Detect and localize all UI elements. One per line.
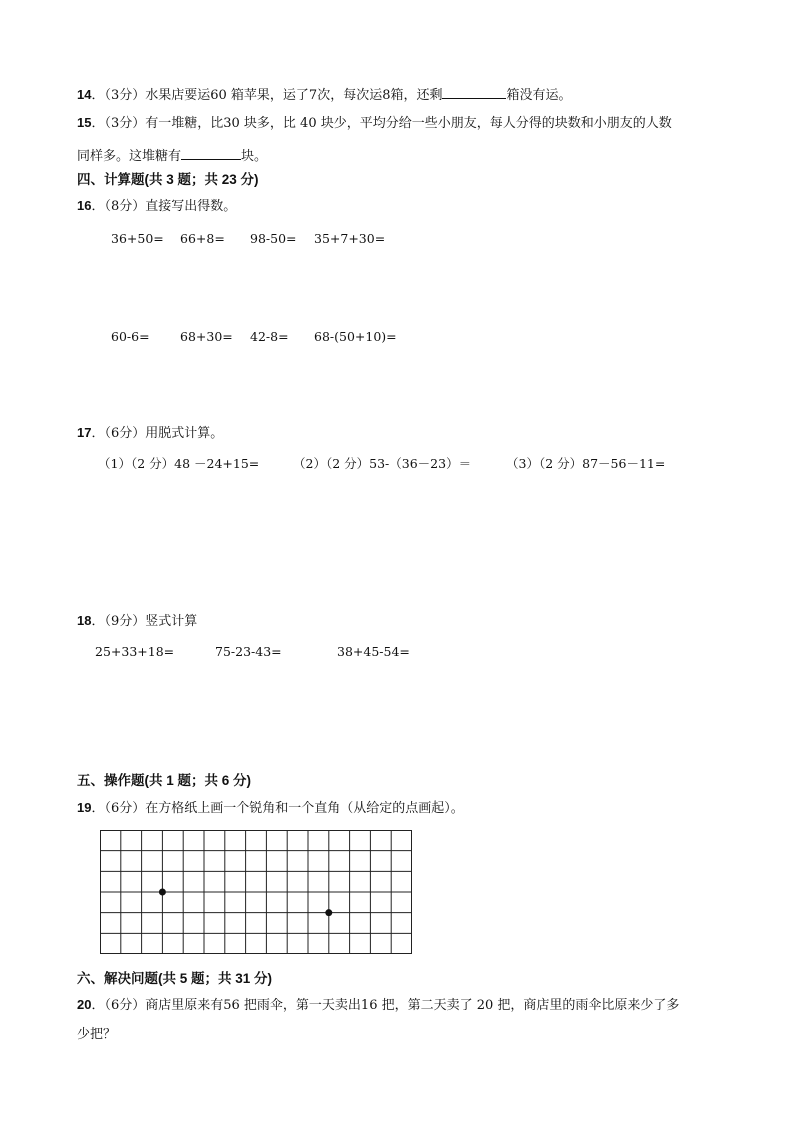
question-text: 同样多。这堆糖有 (77, 149, 182, 164)
expression: 42-8= (250, 329, 289, 344)
expression: 68+30= (180, 329, 233, 344)
question-text: 块。 (241, 149, 268, 164)
question-19 (77, 799, 464, 818)
section-title: 六、解决问题(共 5 题；共 31 分) (77, 971, 273, 986)
sub-question: （3）（2 分）87－56－11= (506, 456, 666, 471)
question-14 (77, 84, 571, 105)
expression: 68-(50+10)= (314, 329, 397, 344)
question-text: 水果店要运60 箱苹果，运了7次，每次运8箱，还剩 (145, 88, 443, 103)
question-text: 直接写出得数。 (145, 199, 237, 214)
question-text: 有一堆糖，比30 块多，比 40 块少，平均分给一些小朋友，每人分得的块数和小朋友的人数 (145, 116, 672, 131)
question-number: 20 (77, 997, 92, 1012)
question-15 (77, 114, 672, 133)
expression: 36+50= (111, 231, 164, 246)
sub-question: （1）（2 分）48 －24+15= (98, 456, 260, 471)
question-20 (77, 996, 679, 1015)
question-score: ．（6分） (91, 998, 146, 1013)
answer-blank[interactable] (181, 145, 241, 160)
section-title: 四、计算题(共 3 题；共 23 分) (77, 172, 259, 187)
expression: 60-6= (111, 329, 150, 344)
question-20-line2: 少把？ (77, 1027, 117, 1042)
given-point-dot (325, 909, 332, 916)
question-text: 商店里原来有56 把雨伞，第一天卖出16 把，第二天卖了 20 把，商店里的雨伞比原来少了多 (145, 998, 680, 1013)
expression: 35+7+30= (314, 231, 386, 246)
question-number: 17 (77, 425, 92, 440)
given-point-dot (159, 889, 166, 896)
question-score: ．（3分） (91, 88, 146, 103)
question-score: ．（3分） (91, 116, 146, 131)
expression: 38+45-54= (337, 644, 410, 659)
question-score: ．（6分） (91, 801, 146, 816)
question-15-line2 (77, 145, 267, 166)
question-text: 在方格纸上画一个锐角和一个直角（从给定的点画起）。 (145, 801, 464, 816)
question-score: ．（9分） (91, 614, 146, 629)
question-17 (77, 424, 223, 443)
question-number: 18 (77, 613, 92, 628)
question-number: 14 (77, 87, 92, 102)
expression: 98-50= (250, 231, 297, 246)
answer-blank[interactable] (442, 84, 506, 99)
question-16 (77, 197, 236, 216)
sub-question: （2）（2 分）53-（36－23）＝ (293, 456, 472, 471)
expression: 75-23-43= (215, 644, 282, 659)
question-score: ．（6分） (91, 426, 146, 441)
square-grid-paper[interactable] (100, 830, 412, 954)
expression: 66+8= (180, 231, 225, 246)
section-title: 五、操作题(共 1 题；共 6 分) (77, 773, 252, 788)
question-text: 竖式计算 (145, 614, 198, 629)
expression: 25+33+18= (95, 644, 175, 659)
question-text: 箱没有运。 (506, 88, 572, 103)
question-text: 用脱式计算。 (145, 426, 224, 441)
question-score: ．（8分） (91, 199, 146, 214)
question-number: 15 (77, 115, 92, 130)
question-18 (77, 612, 197, 631)
question-number: 16 (77, 198, 92, 213)
question-number: 19 (77, 800, 92, 815)
